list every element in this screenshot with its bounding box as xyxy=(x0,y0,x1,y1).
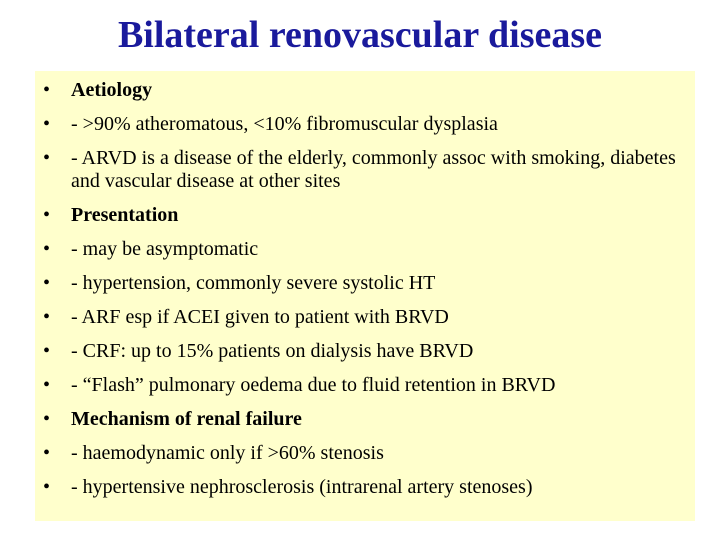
list-item xyxy=(43,238,693,261)
bullet-list xyxy=(43,79,693,510)
bullet-icon: • xyxy=(43,442,51,464)
list-item-text: - hypertension, commonly severe systolic HT xyxy=(71,272,436,294)
bullet-icon: • xyxy=(43,476,51,498)
slide-title: Bilateral renovascular disease xyxy=(117,14,603,56)
list-item-text: - >90% atheromatous, <10% fibromuscular dysplasia xyxy=(71,113,498,135)
bullet-icon: • xyxy=(43,147,51,169)
list-item-text: - haemodynamic only if >60% stenosis xyxy=(71,442,384,464)
list-item-text: - ARVD is a disease of the elderly, commonly assoc with smoking, diabetes and vascular disease at other sites xyxy=(71,147,676,192)
list-item-text: - may be asymptomatic xyxy=(71,238,259,260)
bullet-icon: • xyxy=(43,204,51,226)
list-item-text: - CRF: up to 15% patients on dialysis have BRVD xyxy=(71,340,474,362)
bullet-icon: • xyxy=(43,374,51,396)
list-item-text: Aetiology xyxy=(71,79,153,101)
bullet-icon: • xyxy=(43,79,51,101)
bullet-icon: • xyxy=(43,306,51,328)
list-item xyxy=(43,306,693,329)
list-item-text: Mechanism of renal failure xyxy=(71,408,302,430)
bullet-icon: • xyxy=(43,272,51,294)
list-item xyxy=(43,113,693,136)
bullet-icon: • xyxy=(43,113,51,135)
list-item xyxy=(43,204,693,227)
list-item xyxy=(43,476,693,499)
bullet-icon: • xyxy=(43,238,51,260)
list-item-text: - ARF esp if ACEI given to patient with BRVD xyxy=(71,306,449,328)
list-item-text: Presentation xyxy=(71,204,179,226)
bullet-icon: • xyxy=(43,408,51,430)
list-item xyxy=(43,408,693,431)
list-item-text: - hypertensive nephrosclerosis (intrarenal artery stenoses) xyxy=(71,476,533,498)
list-item xyxy=(43,79,693,102)
list-item xyxy=(43,147,693,193)
list-item xyxy=(43,272,693,295)
bullet-icon: • xyxy=(43,340,51,362)
list-item xyxy=(43,340,693,363)
list-item xyxy=(43,374,693,397)
list-item xyxy=(43,442,693,465)
list-item-text: - “Flash” pulmonary oedema due to fluid retention in BRVD xyxy=(71,374,556,396)
